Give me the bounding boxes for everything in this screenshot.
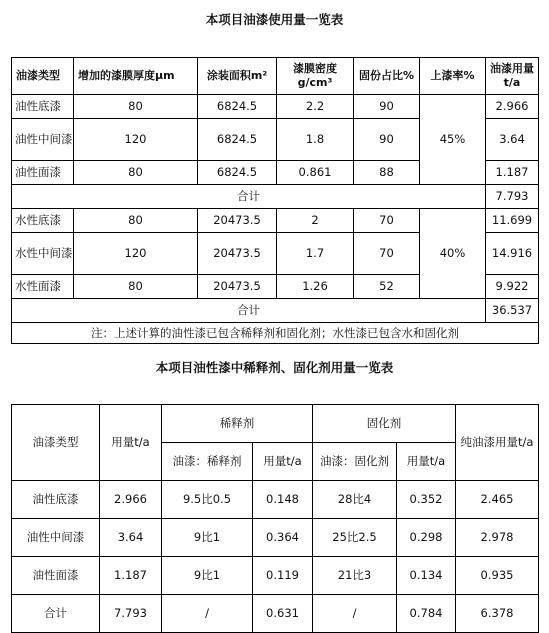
cell-hardener-usage: 0.134 xyxy=(397,557,456,595)
table-header-row xyxy=(12,405,539,443)
cell-area: 6824.5 xyxy=(198,95,277,119)
cell-usage: 1.187 xyxy=(486,161,539,185)
cell-density: 0.861 xyxy=(277,161,354,185)
cell-usage: 7.793 xyxy=(100,595,162,633)
header-thinner: 稀释剂 xyxy=(162,405,313,443)
cell-thinner-usage: 0.364 xyxy=(253,519,313,557)
cell-density: 1.7 xyxy=(277,233,354,275)
cell-water-rate: 40% xyxy=(420,209,486,299)
oil-total-row xyxy=(12,185,539,209)
cell-usage: 9.922 xyxy=(486,275,539,299)
cell-type: 水性底漆 xyxy=(12,209,74,233)
header-type: 油漆类型 xyxy=(12,405,100,481)
cell-hardener-ratio: 28比4 xyxy=(313,481,397,519)
water-total-value: 36.537 xyxy=(486,299,539,323)
header-solid: 固份占比% xyxy=(354,58,420,95)
cell-thinner-usage: 0.119 xyxy=(253,557,313,595)
cell-solid: 70 xyxy=(354,233,420,275)
header-usage: 油漆用量t/a xyxy=(486,58,539,95)
header-thickness: 增加的漆膜厚度μm xyxy=(74,58,198,95)
header-type: 油漆类型 xyxy=(12,58,74,95)
cell-solid: 52 xyxy=(354,275,420,299)
table-row xyxy=(12,557,539,595)
table1-title: 本项目油漆使用量一览表 xyxy=(205,12,344,27)
header-hardener-ratio: 油漆：固化剂 xyxy=(313,443,397,481)
cell-usage: 1.187 xyxy=(100,557,162,595)
cell-thinner-usage: 0.631 xyxy=(253,595,313,633)
cell-thickness: 80 xyxy=(74,209,198,233)
cell-hardener-usage: 0.352 xyxy=(397,481,456,519)
cell-oil-rate: 45% xyxy=(420,95,486,185)
cell-thickness: 120 xyxy=(74,233,198,275)
cell-type: 油性中间漆 xyxy=(12,519,100,557)
cell-pure-usage: 2.978 xyxy=(456,519,539,557)
cell-thinner-ratio: 9比1 xyxy=(162,519,253,557)
cell-solid: 70 xyxy=(354,209,420,233)
table-note: 注：上述计算的油性漆已包含稀释剂和固化剂；水性漆已包含水和固化剂 xyxy=(12,323,539,344)
header-thinner-usage: 用量t/a xyxy=(253,443,313,481)
cell-area: 20473.5 xyxy=(198,233,277,275)
header-area: 涂装面积m² xyxy=(198,58,277,95)
cell-pure-usage: 2.465 xyxy=(456,481,539,519)
table-header-row xyxy=(12,58,539,95)
cell-type: 水性面漆 xyxy=(12,275,74,299)
cell-pure-usage: 6.378 xyxy=(456,595,539,633)
cell-type: 水性中间漆 xyxy=(12,233,74,275)
header-pure-usage: 纯油漆用量t/a xyxy=(456,405,539,481)
cell-area: 20473.5 xyxy=(198,275,277,299)
cell-thinner-usage: 0.148 xyxy=(253,481,313,519)
cell-area: 6824.5 xyxy=(198,119,277,161)
cell-area: 6824.5 xyxy=(198,161,277,185)
cell-usage: 11.699 xyxy=(486,209,539,233)
total-row xyxy=(12,595,539,633)
cell-type: 油性面漆 xyxy=(12,161,74,185)
cell-thickness: 80 xyxy=(74,161,198,185)
table-row xyxy=(12,519,539,557)
cell-thickness: 120 xyxy=(74,119,198,161)
cell-hardener-ratio: 21比3 xyxy=(313,557,397,595)
cell-area: 20473.5 xyxy=(198,209,277,233)
cell-usage: 3.64 xyxy=(100,519,162,557)
water-total-label: 合计 xyxy=(12,299,486,323)
cell-solid: 90 xyxy=(354,95,420,119)
cell-thinner-ratio: 9比1 xyxy=(162,557,253,595)
table-row xyxy=(12,481,539,519)
paint-usage-table xyxy=(11,57,539,344)
header-density: 漆膜密度g/cm³ xyxy=(277,58,354,95)
cell-density: 1.26 xyxy=(277,275,354,299)
cell-type: 油性面漆 xyxy=(12,557,100,595)
cell-usage: 2.966 xyxy=(486,95,539,119)
water-total-row xyxy=(12,299,539,323)
cell-type: 油性中间漆 xyxy=(12,119,74,161)
cell-usage: 2.966 xyxy=(100,481,162,519)
table-row xyxy=(12,209,539,233)
header-hardener-usage: 用量t/a xyxy=(397,443,456,481)
cell-hardener-ratio: 25比2.5 xyxy=(313,519,397,557)
cell-thickness: 80 xyxy=(74,275,198,299)
cell-pure-usage: 0.935 xyxy=(456,557,539,595)
header-rate: 上漆率% xyxy=(420,58,486,95)
oil-total-label: 合计 xyxy=(12,185,486,209)
cell-hardener-usage: 0.784 xyxy=(397,595,456,633)
table-row xyxy=(12,95,539,119)
cell-thinner-ratio: 9.5比0.5 xyxy=(162,481,253,519)
cell-solid: 88 xyxy=(354,161,420,185)
cell-usage: 14.916 xyxy=(486,233,539,275)
cell-hardener-usage: 0.298 xyxy=(397,519,456,557)
cell-solid: 90 xyxy=(354,119,420,161)
cell-density: 2 xyxy=(277,209,354,233)
cell-density: 1.8 xyxy=(277,119,354,161)
cell-usage: 3.64 xyxy=(486,119,539,161)
header-usage: 用量t/a xyxy=(100,405,162,481)
table2-title: 本项目油性漆中稀释剂、固化剂用量一览表 xyxy=(155,360,394,375)
cell-type: 合计 xyxy=(12,595,100,633)
thinner-hardener-table xyxy=(11,404,539,633)
cell-thickness: 80 xyxy=(74,95,198,119)
cell-type: 油性底漆 xyxy=(12,481,100,519)
header-thinner-ratio: 油漆：稀释剂 xyxy=(162,443,253,481)
cell-density: 2.2 xyxy=(277,95,354,119)
oil-total-value: 7.793 xyxy=(486,185,539,209)
cell-hardener-ratio: / xyxy=(313,595,397,633)
note-row xyxy=(12,323,539,344)
header-hardener: 固化剂 xyxy=(313,405,456,443)
cell-thinner-ratio: / xyxy=(162,595,253,633)
cell-type: 油性底漆 xyxy=(12,95,74,119)
